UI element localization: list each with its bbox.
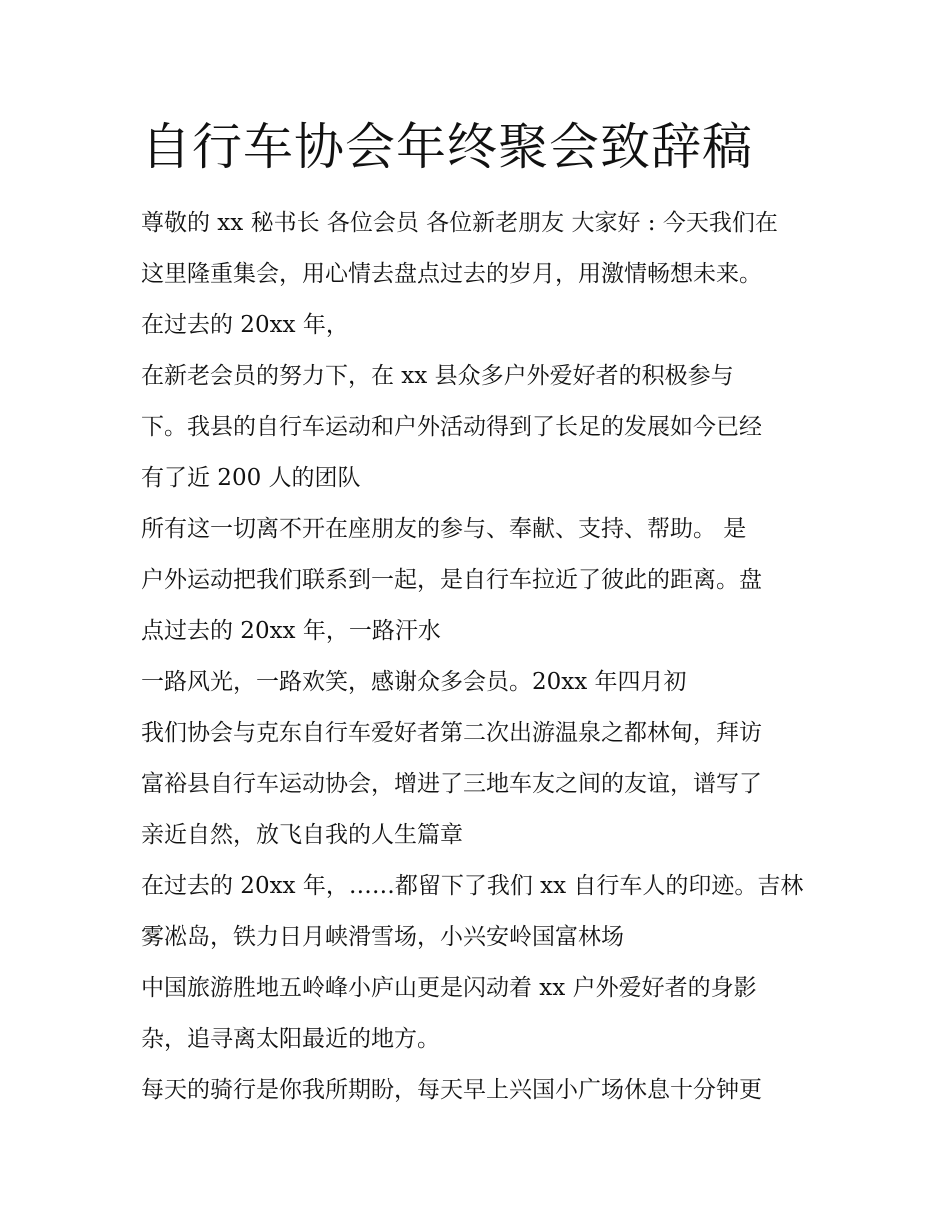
- document-body: [141, 198, 821, 1116]
- text-line: 每天的骑行是你我所期盼，每天早上兴国小广场休息十分钟更: [141, 1077, 762, 1103]
- text-line: 一路风光，一路欢笑，感谢众多会员。20xx 年四月初: [141, 669, 687, 695]
- text-line: 这里隆重集会，用心情去盘点过去的岁月，用激情畅想未来。: [141, 261, 762, 287]
- text-line: 在过去的 20xx 年，……都留下了我们 xx 自行车人的印迹。吉林: [141, 873, 804, 899]
- text-line: 户外运动把我们联系到一起，是自行车拉近了彼此的距离。盘: [141, 567, 762, 593]
- text-line: 在新老会员的努力下，在 xx 县众多户外爱好者的积极参与: [141, 363, 734, 389]
- text-line: 亲近自然，放飞自我的人生篇章: [141, 822, 463, 848]
- text-line: 点过去的 20xx 年，一路汗水: [141, 618, 441, 644]
- text-line: 中国旅游胜地五岭峰小庐山更是闪动着 xx 户外爱好者的身影: [141, 975, 757, 1001]
- text-line: 下。我县的自行车运动和户外活动得到了长足的发展如今已经: [141, 414, 762, 440]
- text-line: 尊敬的 xx 秘书长 各位会员 各位新老朋友 大家好 : 今天我们在: [141, 210, 778, 236]
- text-line: 雾凇岛，铁力日月峡滑雪场，小兴安岭国富林场: [141, 924, 624, 950]
- document-title: 自行车协会年终聚会致辞稿: [141, 118, 753, 176]
- text-line: 我们协会与克东自行车爱好者第二次出游温泉之都林甸，拜访: [141, 720, 762, 746]
- text-line: 富裕县自行车运动协会，增进了三地车友之间的友谊，谱写了: [141, 771, 762, 797]
- text-line: 有了近 200 人的团队: [141, 465, 361, 491]
- text-line: 杂，追寻离太阳最近的地方。: [141, 1026, 440, 1052]
- text-line: 所有这一切离不开在座朋友的参与、奉献、支持、帮助。 是: [141, 516, 747, 542]
- text-line: 在过去的 20xx 年，: [141, 312, 349, 338]
